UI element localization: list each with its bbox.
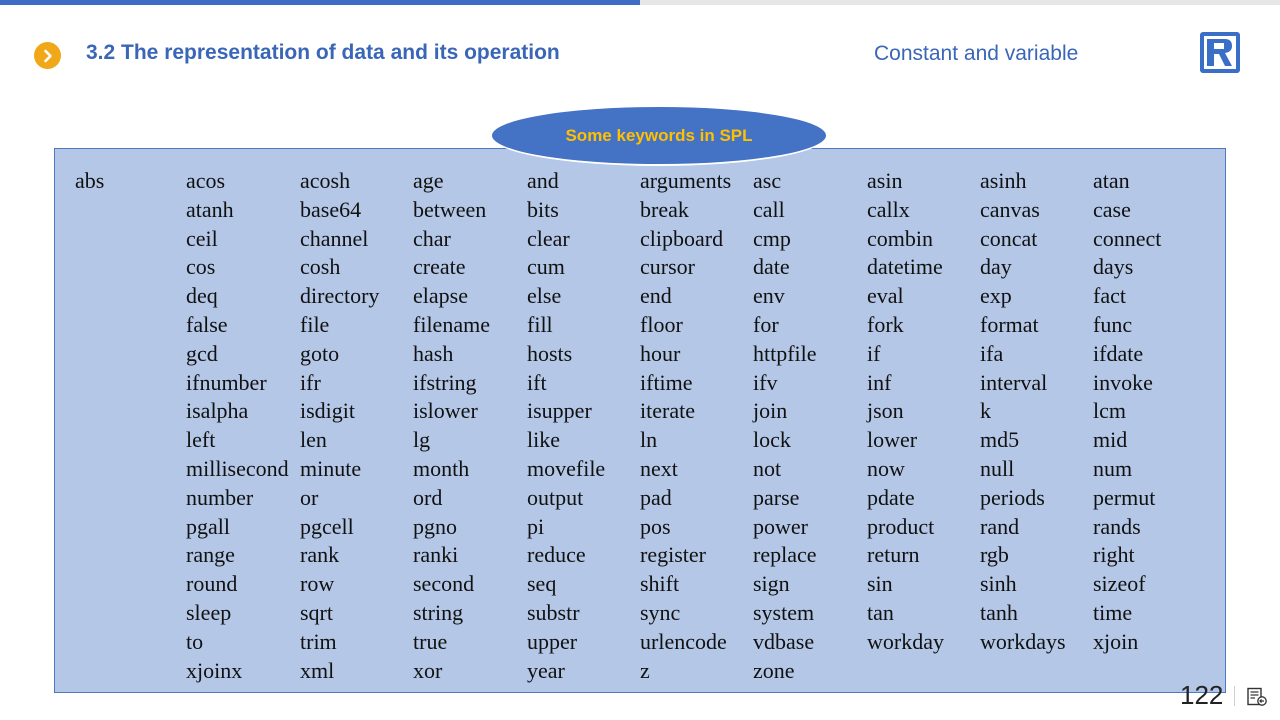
keyword-cell: year: [527, 657, 565, 683]
keyword-cell: register: [640, 542, 706, 568]
keyword-cell: canvas: [980, 196, 1040, 222]
keyword-cell: lower: [867, 427, 918, 453]
keyword-cell: null: [980, 455, 1015, 481]
keyword-cell: exp: [980, 283, 1012, 309]
keyword-cell: right: [1093, 542, 1135, 568]
keyword-cell: datetime: [867, 254, 943, 280]
keyword-cell: func: [1093, 311, 1133, 337]
keyword-table: [54, 148, 1226, 693]
keyword-cell: sign: [753, 571, 790, 597]
keyword-cell: left: [186, 427, 216, 453]
keyword-cell: clipboard: [640, 225, 724, 251]
keyword-cell: cursor: [640, 254, 695, 280]
keyword-cell: hour: [640, 340, 681, 366]
keyword-cell: age: [413, 168, 444, 193]
keyword-cell: date: [753, 254, 790, 280]
keyword-cell: parse: [753, 484, 800, 510]
keyword-cell: asc: [753, 168, 782, 193]
keyword-cell: pad: [640, 484, 672, 510]
keyword-cell: eval: [867, 283, 904, 309]
keyword-cell: lcm: [1093, 398, 1126, 424]
keyword-cell: inf: [867, 369, 892, 395]
keyword-cell: days: [1093, 254, 1134, 280]
keyword-cell: asinh: [980, 168, 1027, 193]
keyword-cell: channel: [300, 225, 369, 251]
keyword-cell: ranki: [413, 542, 459, 568]
keyword-cell: json: [867, 398, 904, 424]
keyword-cell: product: [867, 513, 935, 539]
keyword-cell: ifa: [980, 340, 1004, 366]
keyword-cell: system: [753, 599, 815, 625]
keyword-cell: rand: [980, 513, 1020, 539]
keyword-cell: interval: [980, 369, 1048, 395]
keyword-cell: trim: [300, 628, 337, 654]
section-title: 3.2 The representation of data and its operation: [86, 41, 560, 64]
keyword-cell: shift: [640, 571, 680, 597]
keyword-cell: case: [1093, 196, 1131, 222]
keyword-cell: char: [413, 225, 451, 251]
keyword-cell: time: [1093, 599, 1133, 625]
chevron-right-icon: [34, 42, 61, 69]
keyword-cell: ifstring: [413, 369, 477, 395]
keyword-cell: atan: [1093, 168, 1130, 193]
keyword-cell: ln: [640, 427, 658, 453]
keyword-cell: httpfile: [753, 340, 817, 366]
notes-icon[interactable]: [1246, 687, 1268, 707]
keyword-cell: month: [413, 455, 470, 481]
keyword-cell: connect: [1093, 225, 1162, 251]
keyword-cell: like: [527, 427, 560, 453]
keyword-cell: next: [640, 455, 678, 481]
keyword-cell: rands: [1093, 513, 1141, 539]
keyword-cell: range: [186, 542, 235, 568]
top-bar-track: [640, 0, 1280, 5]
keyword-cell: periods: [980, 484, 1045, 510]
keyword-cell: fork: [867, 311, 904, 337]
keyword-cell: isupper: [527, 398, 592, 424]
keyword-cell: filename: [413, 311, 490, 337]
keyword-cell: vdbase: [753, 628, 815, 654]
keyword-cell: combin: [867, 225, 933, 251]
keyword-cell: replace: [753, 542, 817, 568]
keyword-cell: lg: [413, 427, 431, 453]
keyword-cell: reduce: [527, 542, 586, 568]
keyword-cell: ift: [527, 369, 547, 395]
keyword-cell: iftime: [640, 369, 693, 395]
keyword-cell: pgall: [186, 513, 230, 539]
keyword-cell: ifv: [753, 369, 778, 395]
keyword-cell: number: [186, 484, 254, 510]
keyword-cell: create: [413, 254, 466, 280]
keyword-cell: file: [300, 311, 330, 337]
keyword-cell: acosh: [300, 168, 351, 193]
keyword-cell: millisecond: [186, 455, 289, 481]
keyword-cell: output: [527, 484, 584, 510]
keyword-cell: atanh: [186, 196, 234, 222]
keyword-cell: acos: [186, 168, 226, 193]
keyword-cell: pos: [640, 513, 671, 539]
callout-label: Some keywords in SPL: [565, 125, 753, 145]
keyword-cell: and: [527, 168, 559, 193]
keyword-cell: zone: [753, 657, 795, 683]
keyword-cell: pgno: [413, 513, 457, 539]
keyword-cell: hash: [413, 340, 454, 366]
keyword-cell: tan: [867, 599, 894, 625]
keyword-cell: abs: [75, 168, 105, 193]
keyword-cell: movefile: [527, 455, 606, 481]
keyword-cell: xjoinx: [186, 657, 243, 683]
keyword-cell: second: [413, 571, 475, 597]
keyword-cell: false: [186, 311, 228, 337]
keyword-cell: format: [980, 311, 1039, 337]
keyword-cell: rank: [300, 542, 340, 568]
keyword-cell: true: [413, 628, 448, 654]
keyword-cell: now: [867, 455, 905, 481]
keyword-cell: z: [640, 657, 650, 683]
keyword-cell: env: [753, 283, 785, 309]
r-logo-icon: [1199, 31, 1241, 74]
keyword-cell: join: [753, 398, 788, 424]
keyword-cell: k: [980, 398, 991, 424]
keyword-cell: substr: [527, 599, 580, 625]
keyword-cell: tanh: [980, 599, 1018, 625]
keyword-cell: to: [186, 628, 204, 654]
keyword-cell: isalpha: [186, 398, 249, 424]
keyword-cell: ceil: [186, 225, 218, 251]
keyword-cell: power: [753, 513, 808, 539]
keyword-cell: cosh: [300, 254, 341, 280]
keyword-cell: rgb: [980, 542, 1009, 568]
keyword-cell: callx: [867, 196, 910, 222]
keyword-cell: sizeof: [1093, 571, 1146, 597]
keyword-cell: arguments: [640, 168, 732, 193]
keyword-cell: row: [300, 571, 335, 597]
keyword-cell: base64: [300, 196, 362, 222]
keyword-cell: pdate: [867, 484, 915, 510]
footer-divider: [1234, 686, 1235, 706]
keyword-cell: concat: [980, 225, 1038, 251]
keyword-cell: workday: [867, 628, 944, 654]
keyword-cell: upper: [527, 628, 578, 654]
keyword-cell: xjoin: [1093, 628, 1139, 654]
keyword-cell: hosts: [527, 340, 573, 366]
keyword-cell: not: [753, 455, 782, 481]
top-progress-bar: [0, 0, 640, 5]
keywords-callout: [490, 105, 828, 166]
keyword-cell: md5: [980, 427, 1020, 453]
keyword-cell: num: [1093, 455, 1133, 481]
keyword-cell: or: [300, 484, 319, 510]
keyword-cell: pgcell: [300, 513, 354, 539]
keyword-cell: permut: [1093, 484, 1156, 510]
keyword-cell: floor: [640, 311, 683, 337]
keyword-cell: fill: [527, 311, 553, 337]
keyword-cell: sin: [867, 571, 893, 597]
keyword-cell: ifnumber: [186, 369, 267, 395]
section-subtitle: Constant and variable: [874, 42, 1079, 65]
keyword-cell: for: [753, 311, 779, 337]
keyword-cell: sync: [640, 599, 681, 625]
keyword-cell: break: [640, 196, 689, 222]
keyword-cell: xml: [300, 657, 335, 683]
keyword-cell: invoke: [1093, 369, 1153, 395]
keyword-cell: minute: [300, 455, 362, 481]
keyword-cell: cmp: [753, 225, 791, 251]
keyword-cell: seq: [527, 571, 557, 597]
keyword-cell: deq: [186, 283, 218, 309]
keyword-cell: sqrt: [300, 599, 333, 625]
keyword-cell: round: [186, 571, 238, 597]
keyword-cell: iterate: [640, 398, 695, 424]
keyword-cell: goto: [300, 340, 340, 366]
keyword-cell: clear: [527, 225, 570, 251]
keyword-cell: mid: [1093, 427, 1128, 453]
keyword-cell: asin: [867, 168, 903, 193]
keyword-cell: workdays: [980, 628, 1066, 654]
keyword-cell: islower: [413, 398, 478, 424]
keyword-cell: day: [980, 254, 1012, 280]
keyword-cell: string: [413, 599, 464, 625]
keyword-cell: ifdate: [1093, 340, 1144, 366]
keyword-cell: call: [753, 196, 785, 222]
keyword-cell: end: [640, 283, 672, 309]
keyword-cell: return: [867, 542, 920, 568]
keyword-cell: sinh: [980, 571, 1017, 597]
keyword-cell: if: [867, 340, 881, 366]
keyword-cell: cum: [527, 254, 565, 280]
keyword-cell: xor: [413, 657, 443, 683]
keyword-cell: between: [413, 196, 487, 222]
keyword-cell: gcd: [186, 340, 218, 366]
keyword-cell: len: [300, 427, 327, 453]
keyword-cell: isdigit: [300, 398, 356, 424]
keyword-cell: ifr: [300, 369, 321, 395]
keyword-cell: sleep: [186, 599, 232, 625]
keyword-cell: directory: [300, 283, 380, 309]
keyword-cell: bits: [527, 196, 559, 222]
keyword-cell: else: [527, 283, 562, 309]
keyword-cell: urlencode: [640, 628, 727, 654]
keyword-cell: pi: [527, 513, 545, 539]
keyword-cell: cos: [186, 254, 216, 280]
keyword-cell: fact: [1093, 283, 1126, 309]
keyword-cell: ord: [413, 484, 443, 510]
page-number: 122: [1180, 680, 1224, 710]
keyword-cell: lock: [753, 427, 791, 453]
keyword-cell: elapse: [413, 283, 468, 309]
